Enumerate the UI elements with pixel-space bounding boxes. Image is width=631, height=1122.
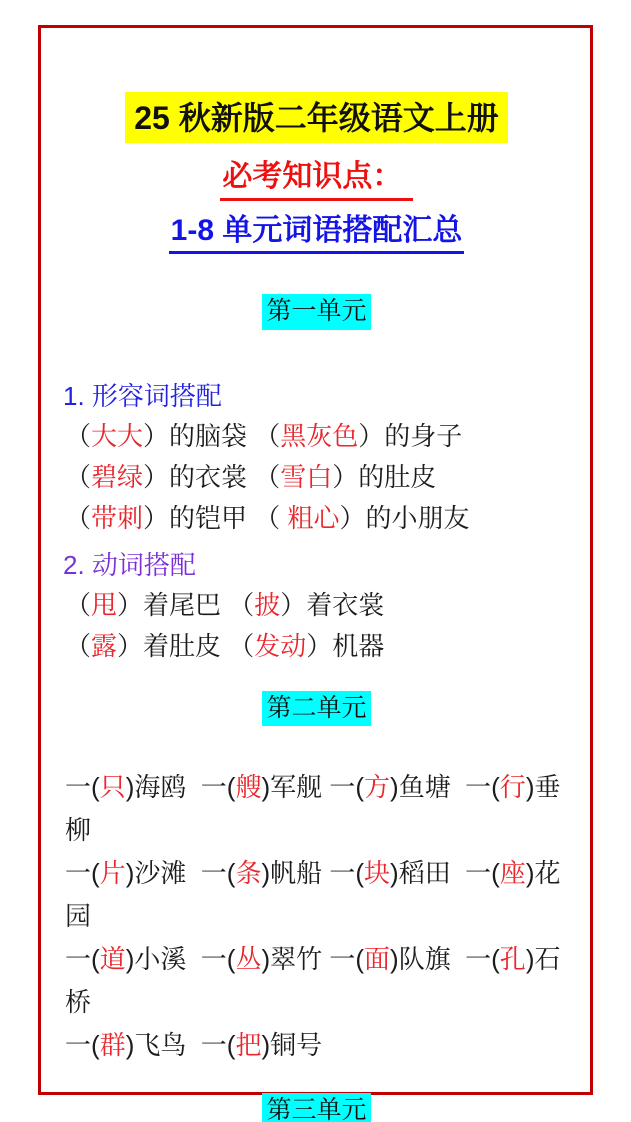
section-unit-2 xyxy=(63,691,570,1067)
text-line xyxy=(63,852,570,938)
text-segment: ）的衣裳 （ xyxy=(143,461,281,492)
answer-word: 块 xyxy=(364,857,391,888)
answer-word: 行 xyxy=(499,771,526,802)
text-segment: ）着尾巴 （ xyxy=(117,589,255,620)
unit-heading-row xyxy=(63,691,570,726)
text-segment: )花园 xyxy=(65,857,561,931)
answer-word: 发动 xyxy=(254,630,307,661)
answer-word: 丛 xyxy=(235,943,262,974)
subtitle-red: 必考知识点： xyxy=(220,158,412,201)
text-segment: （ xyxy=(65,461,92,492)
text-line xyxy=(63,498,570,539)
unit-heading: 第二单元 xyxy=(262,691,370,726)
text-line xyxy=(63,457,570,498)
answer-word: 甩 xyxy=(91,589,118,620)
text-segment: )鱼塘 一( xyxy=(390,771,500,802)
text-segment: 一( xyxy=(65,1029,100,1060)
text-segment: )飞鸟 一( xyxy=(125,1029,236,1060)
document-title: 25 秋新版二年级语文上册 xyxy=(125,92,508,143)
text-segment: )铜号 xyxy=(261,1029,323,1060)
answer-word: 露 xyxy=(91,630,118,661)
text-segment: )军舰 一( xyxy=(261,771,365,802)
answer-word: 艘 xyxy=(235,771,262,802)
unit-heading-row xyxy=(63,294,570,329)
answer-word: 片 xyxy=(99,857,126,888)
section-unit-3 xyxy=(63,1093,570,1122)
text-segment: 一( xyxy=(65,857,100,888)
text-segment: ）的身子 xyxy=(358,420,463,451)
answer-word: 黑灰色 xyxy=(280,420,359,451)
text-segment: ）机器 xyxy=(306,630,385,661)
subtitle-blue-row xyxy=(63,212,570,255)
answer-word: 大大 xyxy=(91,420,144,451)
text-segment: )海鸥 一( xyxy=(125,771,236,802)
text-line xyxy=(63,1024,570,1067)
text-segment: （ xyxy=(65,420,92,451)
text-line xyxy=(63,626,570,667)
subsection-label: 2. 动词搭配 xyxy=(63,549,196,580)
page-border-frame xyxy=(38,25,593,1122)
section-unit-1 xyxy=(63,294,570,666)
text-segment: )翠竹 一( xyxy=(261,943,365,974)
answer-word: 只 xyxy=(99,771,126,802)
text-segment: )垂柳 xyxy=(65,771,561,845)
text-segment: ）的铠甲 （ xyxy=(143,502,288,533)
answer-word: 孔 xyxy=(499,943,526,974)
subtitle-blue: 1-8 单元词语搭配汇总 xyxy=(169,212,465,255)
text-segment: （ xyxy=(65,502,92,533)
text-segment: )小溪 一( xyxy=(125,943,236,974)
text-line xyxy=(63,938,570,1024)
text-segment: ）的肚皮 xyxy=(332,461,437,492)
text-segment: )稻田 一( xyxy=(390,857,500,888)
title-row xyxy=(63,92,570,143)
text-segment: ）着肚皮 （ xyxy=(117,630,255,661)
text-segment: )帆船 一( xyxy=(261,857,365,888)
answer-word: 碧绿 xyxy=(91,461,144,492)
subsection-label: 1. 形容词搭配 xyxy=(63,380,222,411)
text-segment: 一( xyxy=(65,771,100,802)
text-line xyxy=(63,766,570,852)
answer-word: 道 xyxy=(99,943,126,974)
text-segment: ）着衣裳 xyxy=(280,589,385,620)
answer-word: 带刺 xyxy=(91,502,144,533)
sections-container xyxy=(63,294,570,1122)
answer-word: 粗心 xyxy=(287,502,340,533)
text-segment: 一( xyxy=(65,943,100,974)
answer-word: 方 xyxy=(364,771,391,802)
text-segment: )石桥 xyxy=(65,943,561,1017)
answer-word: 把 xyxy=(235,1029,262,1060)
text-segment: ）的小朋友 xyxy=(339,502,470,533)
answer-word: 面 xyxy=(364,943,391,974)
subtitle-red-row xyxy=(63,158,570,201)
text-line xyxy=(63,585,570,626)
answer-word: 座 xyxy=(499,857,526,888)
unit-heading: 第三单元 xyxy=(262,1093,370,1122)
text-segment: （ xyxy=(65,589,92,620)
text-segment: )队旗 一( xyxy=(390,943,500,974)
answer-word: 披 xyxy=(254,589,281,620)
answer-word: 群 xyxy=(99,1029,126,1060)
text-line xyxy=(63,416,570,457)
answer-word: 条 xyxy=(235,857,262,888)
text-segment: )沙滩 一( xyxy=(125,857,236,888)
text-segment: ）的脑袋 （ xyxy=(143,420,281,451)
text-segment: （ xyxy=(65,630,92,661)
unit-heading-row xyxy=(63,1093,570,1122)
answer-word: 雪白 xyxy=(280,461,333,492)
unit-heading: 第一单元 xyxy=(262,294,370,329)
